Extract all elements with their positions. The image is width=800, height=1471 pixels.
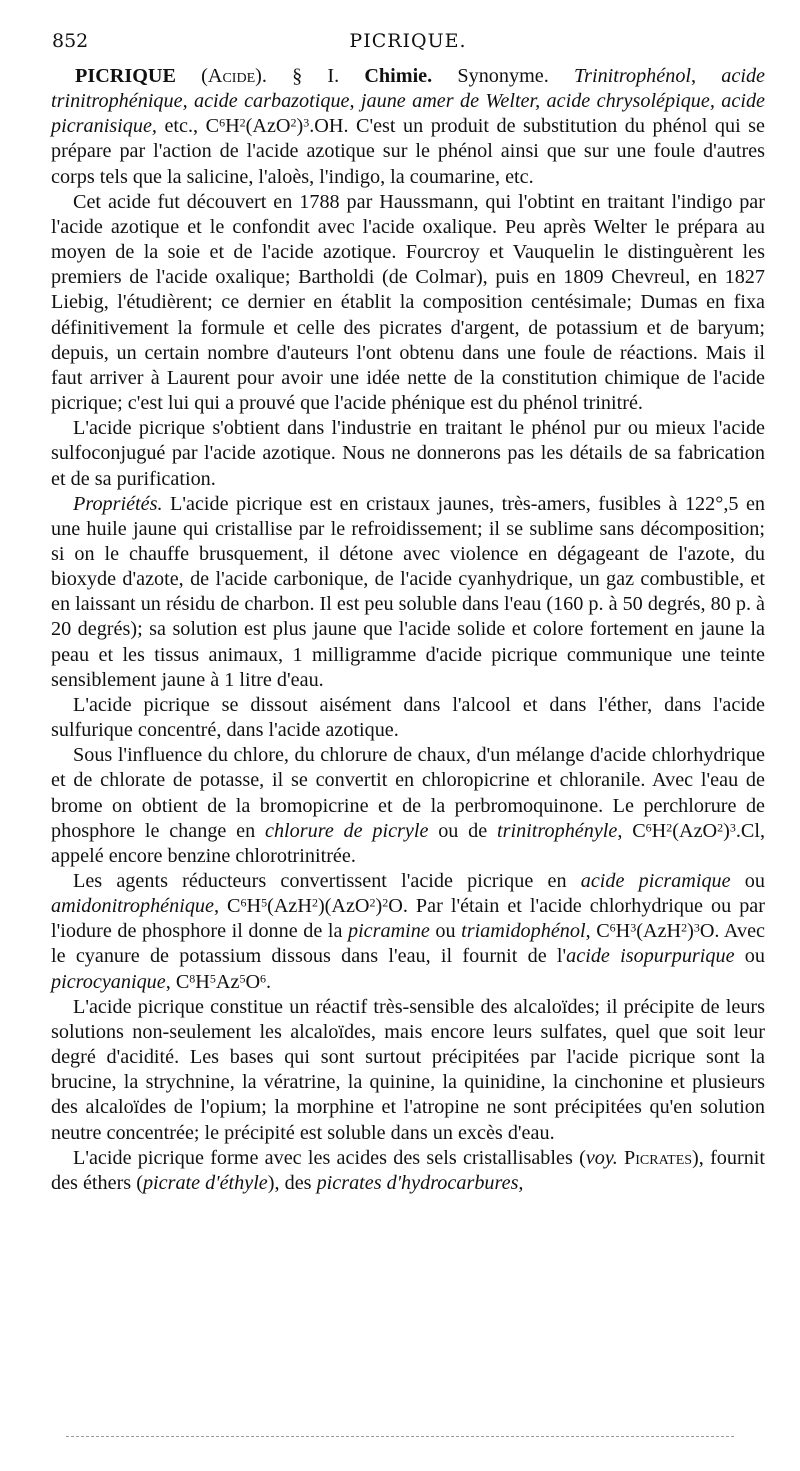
headword: PICRIQUE <box>75 65 176 87</box>
section-title: Chimie. <box>364 65 433 87</box>
paragraph-properties: Propriétés. L'acide picrique est en cristaux jaunes, très-amers, fusibles à 122°,5 en une huile jaune qui cristallise par le refroidissement; il se sublime sans décomposition; si on le chauffe brusquement, il détone avec violence en dégageant de l'azote, du bioxyde d'azote, de l'acide carbonique, de l'acide cyanhydrique, un gaz combustible, et en laissant un résidu de charbon. Il est peu soluble dans l'eau (160 p. à 50 degrés, 80 p. à 20 degrés); sa solution est plus jaune que l'acide solide et colore fortement en jaune la peau et les tissus animaux, 1 milligramme d'acide picrique communique une teinte sensiblement jaune à 1 litre d'eau. <box>51 492 765 691</box>
paragraph-history: Cet acide fut découvert en 1788 par Haussmann, qui l'obtint en traitant l'indigo par l'acide azotique et le confondit avec l'acide oxalique. Peu après Welter le prépara au moyen de la soie et de l'acide azotique. Fourcroy et Vauquelin le distinguèrent les premiers de l'acide oxalique; Bartholdi (de Colmar), puis en 1809 Chevreul, en 1827 Liebig, l'étudièrent; ce dernier en établit la composition centésimale; Dumas en fixa définitivement la formule et celle des picrates d'argent, de potassium et de baryum; depuis, un certain nombre d'auteurs l'ont obtenu dans une foule de réactions. Mais il faut arriver à Laurent pour avoir une idée nette de la constitution chimique de l'acide picrique; c'est lui qui a prouvé que l'acide phénique est du phénol trinitré. <box>51 190 765 415</box>
running-head: PICRIQUE. <box>349 30 467 52</box>
paragraph-industry: L'acide picrique s'obtient dans l'industrie en traitant le phénol pur ou mieux l'acide sulfoconjugué par l'acide azotique. Nous ne donnerons pas les détails de sa fabrication et de sa purification. <box>51 417 765 490</box>
paragraph-halogens: Sous l'influence du chlore, du chlorure de chaux, d'un mélange d'acide chlorhydrique et de chlorate de potasse, il se convertit en chloropicrine et chloranile. Avec l'eau de brome on obtient de la bromopicrine et de la perbromoquinone. Le perchlorure de phosphore le change en chlorure de picryle ou de trinitrophényle, $C^6H^2(AzO^2)^3.Cl$, appelé encore benzine chlorotrinitrée. <box>51 744 766 867</box>
paragraph-alkaloids: L'acide picrique constitue un réactif très-sensible des alcaloïdes; il précipite de leurs solutions non-seulement les alcaloïdes, mais encore leurs sulfates, quel que soit leur degré d'acidité. Les bases qui sont surtout précipitées par l'acide picrique sont la brucine, la strychnine, la vératrine, la quinine, la quinidine, la cinchonine et plusieurs des alcaloïdes de l'opium; la morphine et l'atropine ne sont précipitées qu'en solution neutre concentrée; le précipité est soluble dans un excès d'eau. <box>51 995 765 1144</box>
paragraph-salts: L'acide picrique forme avec les acides des sels cristallisables (voy. Picrates), fournit des éthers (picrate d'éthyle), des picrates d'hydrocarbures, <box>51 1146 766 1194</box>
properties-label: Propriétés. <box>73 492 163 515</box>
footer-rule <box>66 1436 734 1437</box>
paragraph-intro: PICRIQUE (Acide). § I. Chimie. Synonyme. Trinitrophénol, acide trinitrophénique, acide carbazotique, jaune amer de Welter, acide chrysolépique, acide picranisique, etc., $C^6H^2(AzO^2)^3.OH$. C'est un produit de substitution du phénol qui se prépare par l'action de l'acide azotique sur le phénol ainsi que sur une foule d'autres corps tels que la salicine, l'aloès, l'indigo, la coumarine, etc. <box>51 65 766 188</box>
page-number: 852 <box>52 30 89 52</box>
paragraph-solubility: L'acide picrique se dissout aisément dans l'alcool et dans l'éther, dans l'acide sulfurique concentré, dans l'acide azotique. <box>51 693 765 742</box>
article-body <box>51 64 765 1196</box>
page-header <box>52 30 764 56</box>
paragraph-reducers: Les agents réducteurs convertissent l'acide picrique en acide picramique ou amidonitrophénique, $C^6H^5(AzH^2)(AzO^2)^2O$. Par l'étain et l'acide chlorhydrique ou par l'iodure de phosphore il donne de la picramine ou triamidophénol, $C^6H^3(AzH^2)^3O$. Avec le cyanure de potassium dissous dans l'eau, il fournit de l'acide isopurpurique ou picrocyanique, $C^8H^5Az^5O^6$. <box>51 870 766 993</box>
synonyms: acide trinitrophénique, acide carbazotique, jaune amer de Welter, acide chrysolépique, acide picranisique, <box>51 65 766 138</box>
cross-reference: Picrates <box>624 1146 693 1169</box>
